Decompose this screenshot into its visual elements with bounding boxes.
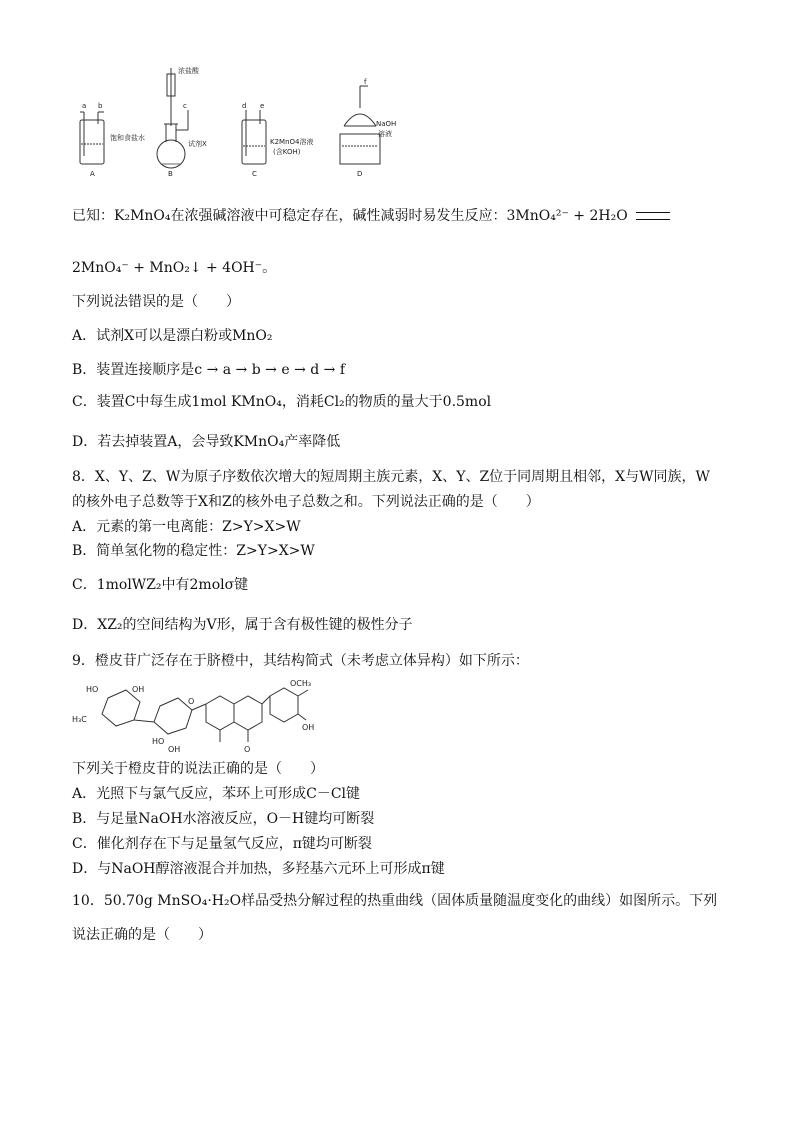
label-d-reagent2: 溶液 xyxy=(378,130,392,138)
label-c-reagent: K2MnO4溶液 xyxy=(270,138,314,146)
q7-option-d[interactable]: D．若去掉装置A，会导致KMnO₄产率降低 xyxy=(72,434,341,450)
q8-stem-1: 8．X、Y、Z、W为原子序数依次增大的短周期主族元素，X、Y、Z位于同周期且相邻，X与W同族，W xyxy=(72,469,710,485)
label-e: e xyxy=(260,102,265,110)
label-b-reagent: 试剂X xyxy=(188,140,207,148)
q9-option-b[interactable]: B．与足量NaOH水溶液反应，O－H键均可断裂 xyxy=(72,811,375,827)
label-c: c xyxy=(183,102,187,110)
label-C: C xyxy=(252,170,257,178)
label-d: d xyxy=(242,102,247,110)
label-A: A xyxy=(90,170,95,178)
label-a: a xyxy=(82,102,87,110)
q8-option-a[interactable]: A．元素的第一电离能：Z>Y>X>W xyxy=(72,519,301,535)
molecule-diagram xyxy=(70,676,330,758)
label-oh-2: OH xyxy=(168,745,181,754)
label-oh-1: OH xyxy=(132,685,145,694)
apparatus-diagram xyxy=(70,64,400,180)
q10-stem-2: 说法正确的是（ ） xyxy=(72,927,212,943)
q9-question: 下列关于橙皮苷的说法正确的是（ ） xyxy=(72,761,324,777)
q7-option-c[interactable]: C．装置C中每生成1mol KMnO₄，消耗Cl₂的物质的量大于0.5mol xyxy=(72,394,492,410)
q8-option-d[interactable]: D．XZ₂的空间结构为V形，属于含有极性键的极性分子 xyxy=(72,617,413,633)
label-och3: OCH₃ xyxy=(290,679,312,688)
known-line-2: 2MnO₄⁻ + MnO₂↓ + 4OH⁻。 xyxy=(72,260,277,276)
label-a-reagent: 饱和食盐水 xyxy=(110,134,145,142)
q8-option-c[interactable]: C．1molWZ₂中有2molσ键 xyxy=(72,577,249,593)
label-ho-2: HO xyxy=(152,737,165,746)
q7-stem: 下列说法错误的是（ ） xyxy=(72,294,240,310)
label-b: b xyxy=(98,102,103,110)
label-o-link: O xyxy=(188,697,195,706)
known-text-1: 已知：K₂MnO₄在浓强碱溶液中可稳定存在，碱性减弱时易发生反应：3MnO₄²⁻ + 2H₂O xyxy=(72,208,628,224)
label-c-reagent2: (含KOH) xyxy=(273,148,301,156)
label-oh-3: OH xyxy=(302,723,315,732)
hesperidin-structure xyxy=(70,676,330,758)
label-o-ketone: O xyxy=(244,745,251,754)
q9-option-d[interactable]: D．与NaOH醇溶液混合并加热，多羟基六元环上可形成π键 xyxy=(72,861,445,877)
q9-option-a[interactable]: A．光照下与氯气反应，苯环上可形成C－Cl键 xyxy=(72,786,361,802)
label-h3c: H₃C xyxy=(72,715,87,724)
known-line-1 xyxy=(72,206,670,226)
q9-option-c[interactable]: C．催化剂存在下与足量氢气反应，π键均可断裂 xyxy=(72,836,372,852)
label-D: D xyxy=(357,170,363,178)
label-B: B xyxy=(168,170,173,178)
equals-sign xyxy=(636,212,670,220)
label-d-reagent: NaOH xyxy=(376,120,397,128)
apparatus-figure xyxy=(70,64,400,180)
label-conc-hcl: 浓盐酸 xyxy=(178,67,199,75)
q8-option-b[interactable]: B．简单氢化物的稳定性：Z>Y>X>W xyxy=(72,543,315,559)
q9-stem: 9．橙皮苷广泛存在于脐橙中，其结构简式（未考虑立体异构）如下所示： xyxy=(72,653,529,669)
label-f: f xyxy=(364,78,367,86)
label-ho-1: HO xyxy=(86,685,99,694)
q8-stem-2: 的核外电子总数等于X和Z的核外电子总数之和。下列说法正确的是（ ） xyxy=(72,494,540,510)
q7-option-a[interactable]: A．试剂X可以是漂白粉或MnO₂ xyxy=(72,328,273,344)
q7-option-b[interactable]: B．装置连接顺序是c → a → b → e → d → f xyxy=(72,362,346,378)
q10-stem-1: 10．50.70g MnSO₄·H₂O样品受热分解过程的热重曲线（固体质量随温度变化的曲线）如图所示。下列 xyxy=(72,893,718,909)
